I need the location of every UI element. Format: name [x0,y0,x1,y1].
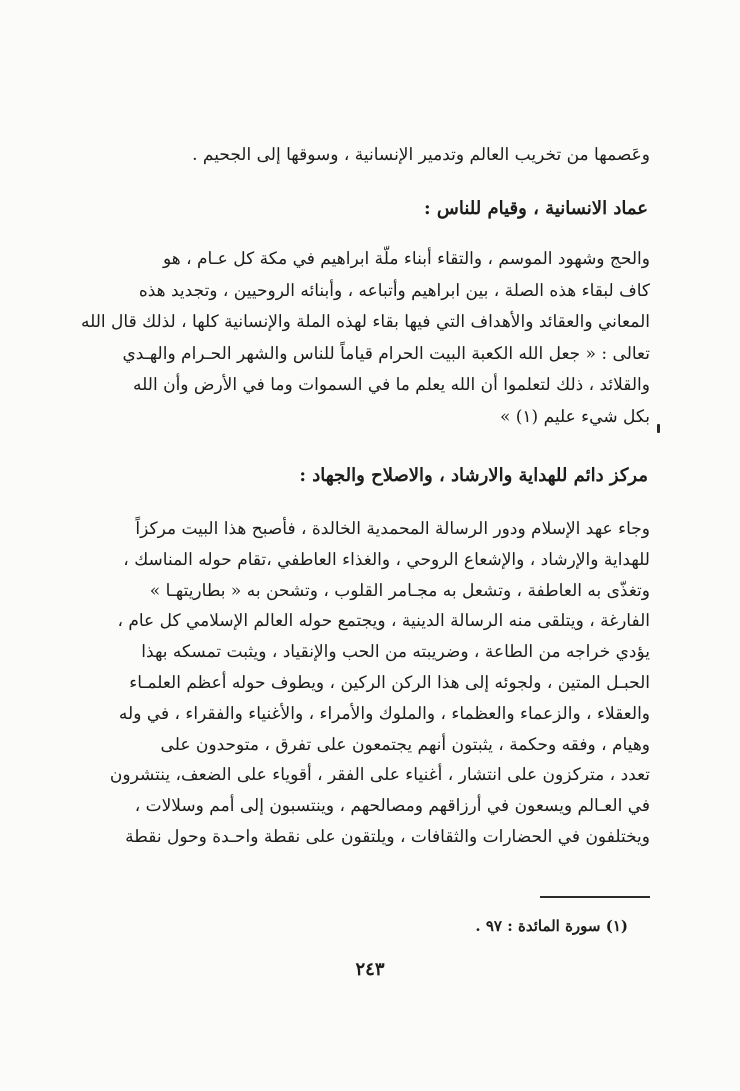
intro-line: وعَصمها من تخريب العالم وتدمير الإنسانية ، وسوقها إلى الجحيم . [192,145,650,165]
footnote: (١) سورة المائدة : ٩٧ . [475,917,628,935]
paragraph-line: تعدد ، متركزون على انتشار ، أغنياء على الفقر ، أقوياء على الضعف، ينتشرون [109,765,650,786]
section-heading-1: عماد الانسانية ، وقيام للناس : [423,198,648,219]
page-number: ٢٤٣ [355,959,385,980]
paragraph-line: الحبـل المتين ، ولجوئه إلى هذا الركن الركين ، ويطوف حوله أعظم العلمـاء [129,672,650,693]
paragraph-line: كاف لبقاء هذه الصلة ، بين ابراهيم وأتباعه ، وأبنائه الروحيين ، وتجديد هذه [138,280,650,301]
paragraph-line: الفارغة ، ويتلقى منه الرسالة الدينية ، ويجتمع حوله العالم الإسلامي كل عام ، [117,611,650,632]
paragraph-line: المعاني والعقائد والأهداف التي فيها بقاء لهذه الملة والإنسانية كلها ، لذلك قال الله [81,312,650,332]
paragraph-line: وتغذّى به العاطفة ، وتشعل به مجـامر القلوب ، وتشحن به « بطاريتهـا » [149,580,650,601]
margin-mark [657,424,660,433]
paragraph-2 [109,514,650,853]
paragraph-line: وجاء عهد الإسلام ودور الرسالة المحمدية الخالدة ، فأصبح هذا البيت مركزاً [135,519,650,539]
footnote-divider [540,896,650,898]
paragraph-line: وهيام ، وفقه وحكمة ، يثبتون أنهم يجتمعون على تفرق ، متوحدون على [160,734,650,755]
paragraph-line: ويختلفون في الحضارات والثقافات ، ويلتقون على نقطة واحـدة وحول نقطة [125,826,650,847]
paragraph-line: يؤدي خراجه من الطاعة ، وضريبته من الحب والإنقياد ، ويثبت تمسكه بهذا [141,642,650,663]
paragraph-line: والحج وشهود الموسم ، والتقاء أبناء ملّة ابراهيم في مكة كل عـام ، هو [162,249,650,269]
paragraph-line: في العـالم ويسعون في أرزاقهم ومصالحهم ، وينتسبون إلى أمم وسلالات ، [134,796,650,817]
section-heading-2: مركز دائم للهداية والارشاد ، والاصلاح والجهاد : [299,465,648,486]
paragraph-line: والقلائد ، ذلك لتعلموا أن الله يعلم ما في السموات وما في الأرض وأن الله [133,375,650,395]
paragraph-line: للهداية والإرشاد ، والإشعاع الروحي ، والغذاء العاطفي ،تقام حوله المناسك ، [123,549,650,570]
paragraph-line: بكل شيء عليم (١) » [499,406,650,427]
paragraph-1 [81,244,650,433]
paragraph-line: والعقلاء ، والزعماء والعظماء ، والملوك والأمراء ، والأغنياء والفقراء ، في وله [118,703,650,724]
paragraph-line: تعالى : « جعل الله الكعبة البيت الحرام قياماً للناس والشهر الحـرام والهـدي [122,343,650,364]
